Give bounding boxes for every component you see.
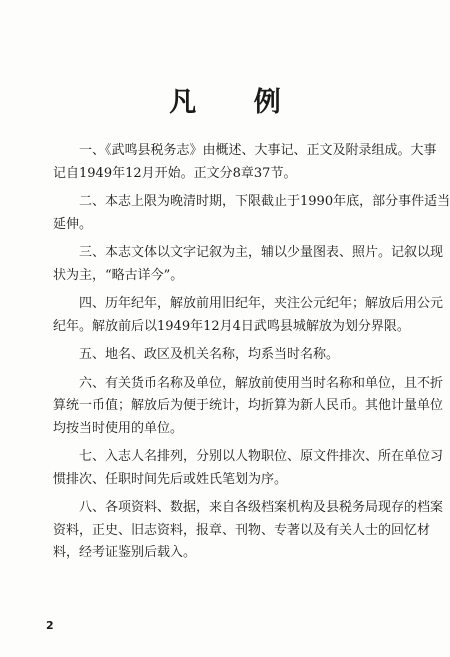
note-line: 料，经考证鉴别后载入。 <box>53 545 197 560</box>
note-paragraph-4 <box>53 293 444 338</box>
note-line: 延伸。 <box>53 216 93 232</box>
note-line: 四、历年纪年，解放前用旧纪年，夹注公元纪年；解放后用公元 <box>79 296 444 311</box>
note-paragraph-3 <box>53 242 444 287</box>
note-line: 七、入志人名排列，分别以人物职位、原文件排次、所在单位习 <box>79 449 444 464</box>
note-paragraph-1 <box>53 140 437 185</box>
note-line: 六、有关货币名称及单位，解放前使用当时名称和单位，且不折 <box>79 375 444 391</box>
note-line: 资料，正史、旧志资料，报章、刊物、专著以及有关人士的回忆材 <box>53 522 431 538</box>
note-paragraph-2 <box>53 191 450 236</box>
note-paragraph-7 <box>53 446 444 491</box>
note-line: 八、各项资料、数据，来自各级档案机构及县税务局现存的档案 <box>79 500 444 515</box>
note-line: 状为主，“略古详今”。 <box>53 267 184 283</box>
note-line: 二、本志上限为晚清时期，下限截止于1990年底，部分事件适当 <box>79 194 450 209</box>
note-paragraph-5 <box>53 344 397 367</box>
note-paragraph-6 <box>53 373 444 441</box>
note-line: 惯排次、任职时间先后或姓氏笔划为序。 <box>53 471 288 487</box>
notes-body <box>53 140 450 565</box>
note-line: 纪年。解放前后以1949年12月4日武鸣县城解放为划分界限。 <box>53 318 410 334</box>
note-paragraph-8 <box>53 497 444 565</box>
page-title: 凡 例 <box>169 87 305 118</box>
page-number: 2 <box>46 619 54 632</box>
note-line: 均按当时使用的单位。 <box>53 420 184 436</box>
note-line: 算统一币值；解放后为便于统计，均折算为新人民币。其他计量单位 <box>53 398 444 413</box>
note-line: 三、本志文体以文字记叙为主，辅以少量图表、照片。记叙以现 <box>79 245 444 260</box>
note-line: 记自1949年12月开始。正文分8章37节。 <box>53 165 297 181</box>
note-line: 一、《武鸣县税务志》由概述、大事记、正文及附录组成。大事 <box>79 143 437 158</box>
note-line: 五、地名、政区及机关名称，均系当时名称。 <box>79 347 340 362</box>
